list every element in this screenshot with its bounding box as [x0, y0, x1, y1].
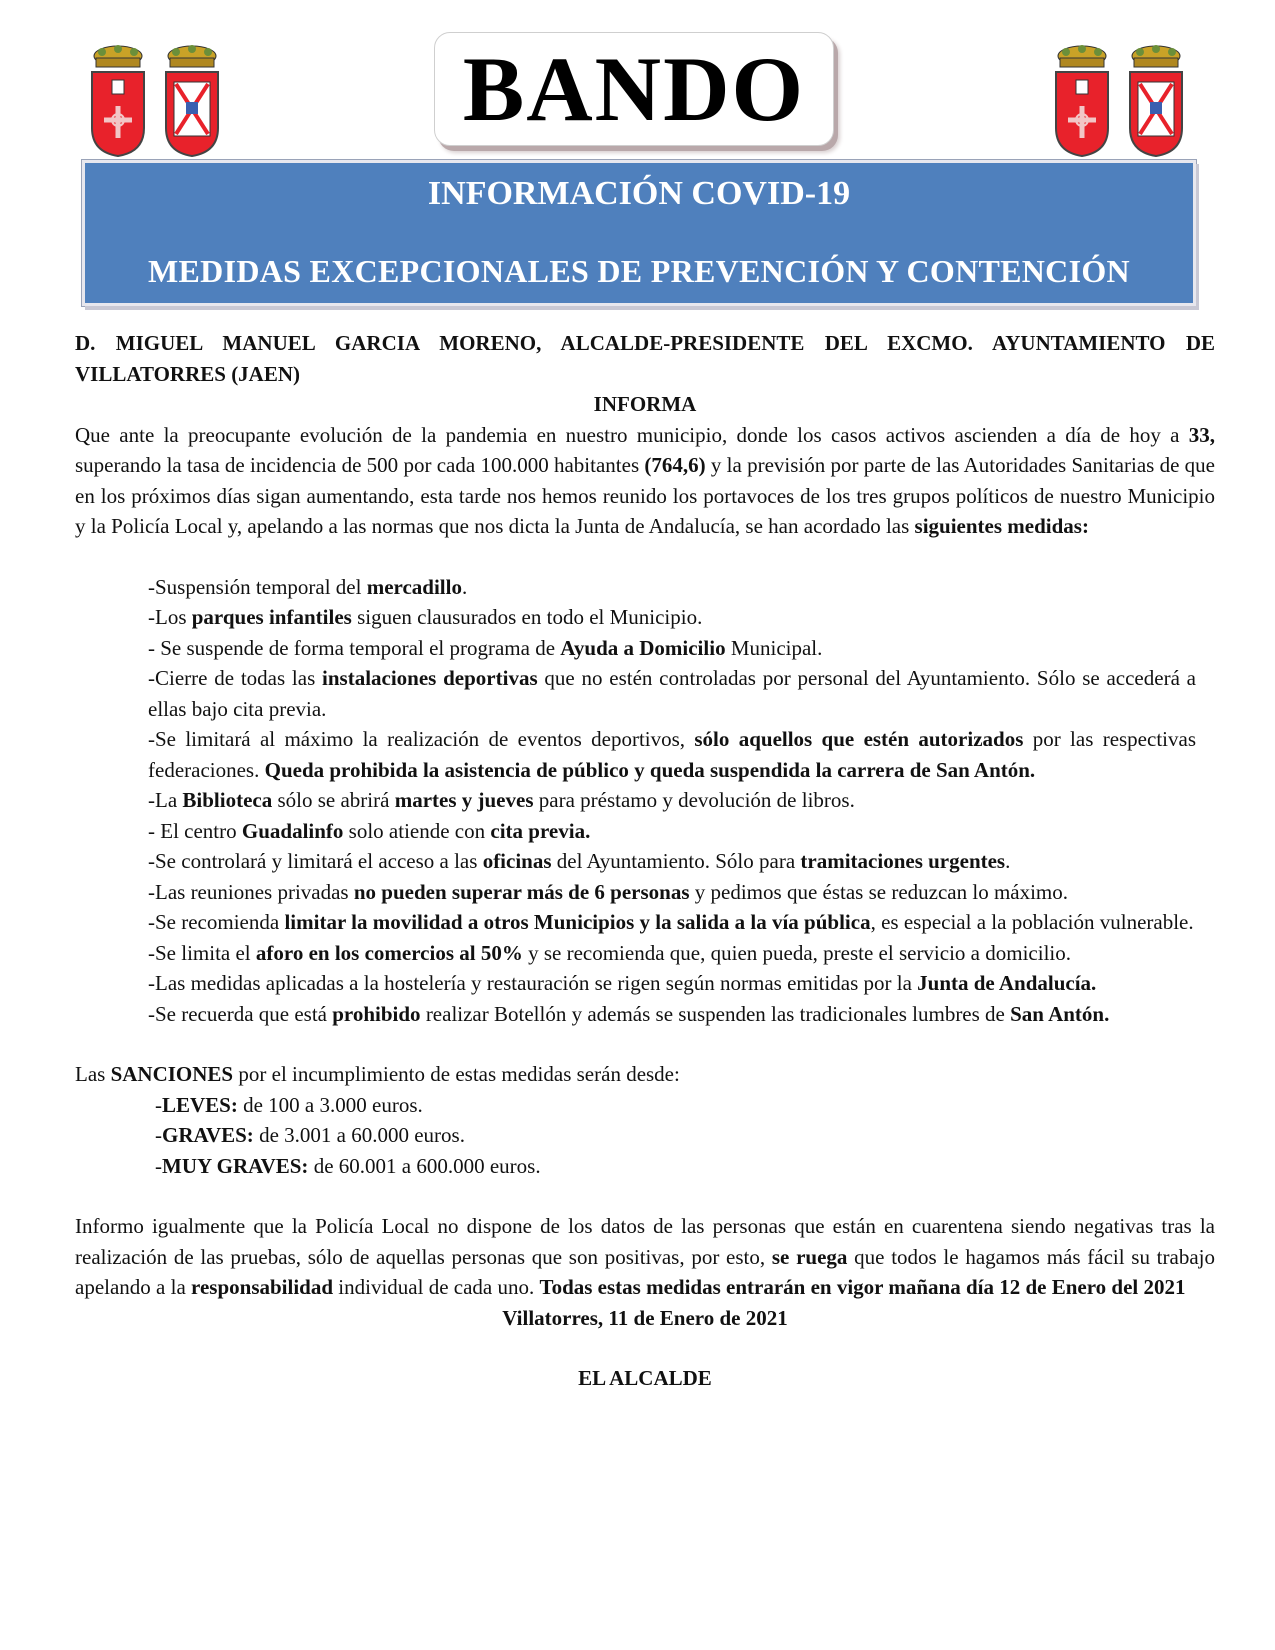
list-item: -Cierre de todas las instalaciones deportivas que no estén controladas por personal del Ayuntamiento. Sólo se accederá a ellas bajo cita previa. [148, 666, 1196, 721]
covid-banner [82, 160, 1196, 306]
sanciones-intro: Las SANCIONES por el incumplimiento de estas medidas serán desde: [75, 1062, 680, 1086]
crests-right [1048, 40, 1190, 158]
list-item: -Se limita el aforo en los comercios al 50% y se recomienda que, quien pueda, preste el servicio a domicilio. [148, 940, 1071, 965]
list-item: -Los parques infantiles siguen clausurados en todo el Municipio. [148, 605, 703, 629]
list-item: -Suspensión temporal del mercadillo. [148, 574, 468, 599]
banner-title: INFORMACIÓN COVID-19 [427, 175, 851, 212]
coat-of-arms-icon [1048, 40, 1116, 158]
coat-of-arms-icon [84, 40, 152, 158]
list-item: -La Biblioteca sólo se abrirá martes y jueves para préstamo y devolución de libros. [148, 788, 855, 812]
list-item: -GRAVES: de 3.001 a 60.000 euros. [155, 1123, 465, 1147]
list-item: - El centro Guadalinfo solo atiende con cita previa. [148, 818, 591, 843]
list-item: - Se suspende de forma temporal el programa de Ayuda a Domicilio Municipal. [148, 635, 823, 660]
author-line: D. MIGUEL MANUEL GARCIA MORENO, ALCALDE-PRESIDENTE DEL EXCMO. AYUNTAMIENTO DE VILLATORRES (JAEN) [75, 331, 1215, 386]
page-title: BANDO [462, 38, 806, 140]
list-item: -Se controlará y limitará el acceso a las oficinas del Ayuntamiento. Sólo para tramitaciones urgentes. [148, 849, 1011, 873]
closing-paragraph: Informo igualmente que la Policía Local no dispone de los datos de las personas que están en cuarentena siendo negativas tras la realización de las pruebas, sólo de aquellas personas que son positivas, por esto, se ruega que todos le hagamos más fácil su trabajo apelando a la responsabilidad individual de cada uno. Todas estas medidas entrarán en vigor mañana día 12 de Enero del 2021 [75, 1214, 1215, 1299]
coat-of-arms-icon [1122, 40, 1190, 158]
list-item: -Se recuerda que está prohibido realizar Botellón y además se suspenden las tradicionales lumbres de San Antón. [148, 1001, 1110, 1026]
sanciones-list [155, 1090, 1215, 1182]
list-item: -Las medidas aplicadas a la hostelería y restauración se rigen según normas emitidas por la Junta de Andalucía. [148, 971, 1097, 995]
list-item: -MUY GRAVES: de 60.001 a 600.000 euros. [155, 1153, 541, 1178]
intro-paragraph: Que ante la preocupante evolución de la pandemia en nuestro municipio, donde los casos activos ascienden a día de hoy a 33, superando la tasa de incidencia de 500 por cada 100.000 habitantes (764,6) y la previsión por parte de las Autoridades Sanitarias de que en los próximos días sigan aumentando, esta tarde nos hemos reunido los portavoces de los tres grupos políticos de nuestro Municipio y la Policía Local y, apelando a las normas que nos dicta la Junta de Andalucía, se han acordado las siguientes medidas: [75, 422, 1215, 538]
crests-left [84, 40, 226, 158]
measures-list [148, 572, 1196, 1030]
list-item: -Se recomienda limitar la movilidad a otros Municipios y la salida a la vía pública, es especial a la población vulnerable. [148, 910, 1194, 934]
list-item: -Las reuniones privadas no pueden superar más de 6 personas y pedimos que éstas se reduzcan lo máximo. [148, 879, 1069, 904]
bando-title-box [434, 32, 834, 146]
list-item: -Se limitará al máximo la realización de eventos deportivos, sólo aquellos que estén autorizados por las respectivas federaciones. Queda prohibida la asistencia de público y queda suspendida la carrera de San Antón. [148, 727, 1196, 782]
informa-heading: INFORMA [593, 392, 697, 416]
coat-of-arms-icon [158, 40, 226, 158]
banner-subtitle: MEDIDAS EXCEPCIONALES DE PREVENCIÓN Y CONTENCIÓN [148, 253, 1130, 289]
signature: EL ALCALDE [578, 1366, 712, 1390]
document-body [75, 328, 1215, 1394]
list-item: -LEVES: de 100 a 3.000 euros. [155, 1092, 423, 1117]
place-date: Villatorres, 11 de Enero de 2021 [502, 1305, 788, 1330]
